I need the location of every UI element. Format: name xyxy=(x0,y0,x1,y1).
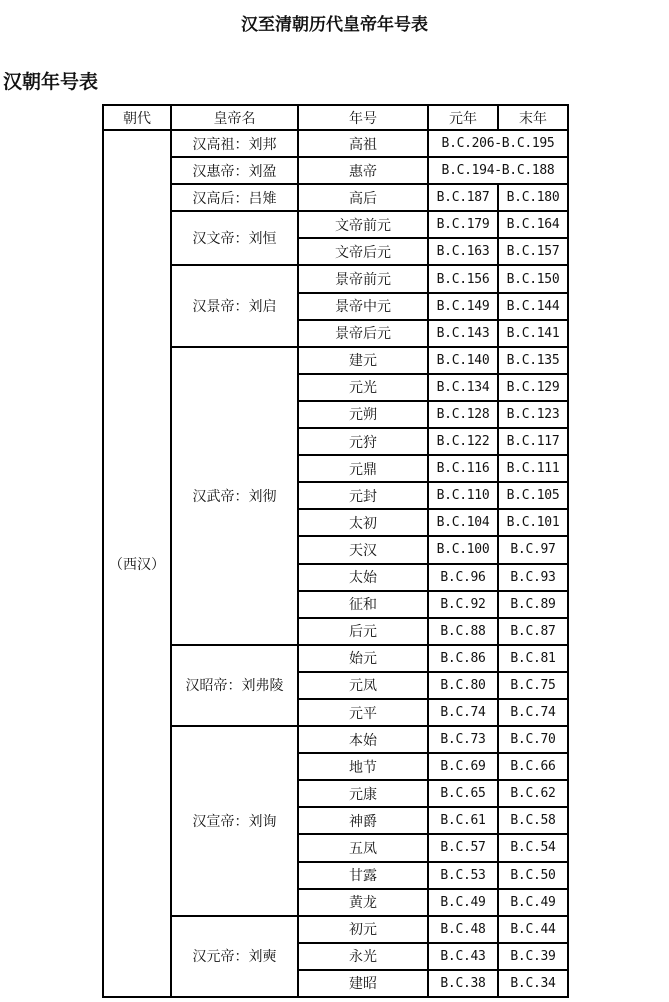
end-year-cell: B.C.58 xyxy=(498,807,568,834)
era-name-cell: 文帝后元 xyxy=(298,238,428,265)
end-year-cell: B.C.66 xyxy=(498,753,568,780)
end-year-cell: B.C.75 xyxy=(498,672,568,699)
start-year-cell: B.C.116 xyxy=(428,455,498,482)
start-year-cell: B.C.104 xyxy=(428,509,498,536)
end-year-cell: B.C.129 xyxy=(498,374,568,401)
end-year-cell: B.C.141 xyxy=(498,320,568,347)
header-start-year: 元年 xyxy=(428,105,498,130)
era-name-cell: 初元 xyxy=(298,916,428,943)
start-year-cell: B.C.128 xyxy=(428,401,498,428)
start-year-cell: B.C.100 xyxy=(428,536,498,563)
era-name-cell: 元鼎 xyxy=(298,455,428,482)
era-name-cell: 后元 xyxy=(298,618,428,645)
era-name-cell: 永光 xyxy=(298,943,428,970)
start-year-cell: B.C.163 xyxy=(428,238,498,265)
start-year-cell: B.C.179 xyxy=(428,211,498,238)
start-year-cell: B.C.80 xyxy=(428,672,498,699)
start-year-cell: B.C.140 xyxy=(428,347,498,374)
end-year-cell: B.C.123 xyxy=(498,401,568,428)
table-row xyxy=(103,645,568,672)
era-name-cell: 元狩 xyxy=(298,428,428,455)
emperor-name-cell: 汉惠帝：刘盈 xyxy=(171,157,298,184)
header-end-year: 末年 xyxy=(498,105,568,130)
era-table xyxy=(102,104,569,998)
end-year-cell: B.C.49 xyxy=(498,889,568,916)
end-year-cell: B.C.101 xyxy=(498,509,568,536)
era-name-cell: 黄龙 xyxy=(298,889,428,916)
emperor-name-cell: 汉昭帝：刘弗陵 xyxy=(171,645,298,726)
end-year-cell: B.C.150 xyxy=(498,265,568,292)
start-year-cell: B.C.73 xyxy=(428,726,498,753)
start-year-cell: B.C.57 xyxy=(428,834,498,861)
end-year-cell: B.C.164 xyxy=(498,211,568,238)
end-year-cell: B.C.50 xyxy=(498,862,568,889)
era-name-cell: 太始 xyxy=(298,564,428,591)
start-year-cell: B.C.134 xyxy=(428,374,498,401)
emperor-name-cell: 汉武帝：刘彻 xyxy=(171,347,298,645)
start-year-cell: B.C.110 xyxy=(428,482,498,509)
header-emperor: 皇帝名 xyxy=(171,105,298,130)
end-year-cell: B.C.62 xyxy=(498,780,568,807)
end-year-cell: B.C.117 xyxy=(498,428,568,455)
era-name-cell: 神爵 xyxy=(298,807,428,834)
start-year-cell: B.C.48 xyxy=(428,916,498,943)
start-year-cell: B.C.38 xyxy=(428,970,498,997)
era-name-cell: 元朔 xyxy=(298,401,428,428)
era-name-cell: 景帝后元 xyxy=(298,320,428,347)
era-name-cell: 高祖 xyxy=(298,130,428,157)
start-year-cell: B.C.187 xyxy=(428,184,498,211)
emperor-name-cell: 汉文帝：刘恒 xyxy=(171,211,298,265)
end-year-cell: B.C.87 xyxy=(498,618,568,645)
era-name-cell: 景帝中元 xyxy=(298,293,428,320)
start-year-cell: B.C.86 xyxy=(428,645,498,672)
table-row xyxy=(103,347,568,374)
start-year-cell: B.C.69 xyxy=(428,753,498,780)
document-title: 汉至清朝历代皇帝年号表 xyxy=(241,15,428,35)
section-heading: 汉朝年号表 xyxy=(3,71,99,93)
emperor-name-cell: 汉宣帝：刘询 xyxy=(171,726,298,916)
table-row xyxy=(103,211,568,238)
end-year-cell: B.C.105 xyxy=(498,482,568,509)
table-header-row xyxy=(103,105,568,130)
start-year-cell: B.C.65 xyxy=(428,780,498,807)
table-row xyxy=(103,130,568,157)
year-range-cell: B.C.194-B.C.188 xyxy=(428,157,568,184)
era-name-cell: 文帝前元 xyxy=(298,211,428,238)
start-year-cell: B.C.92 xyxy=(428,591,498,618)
end-year-cell: B.C.44 xyxy=(498,916,568,943)
end-year-cell: B.C.111 xyxy=(498,455,568,482)
era-name-cell: 太初 xyxy=(298,509,428,536)
era-name-cell: 高后 xyxy=(298,184,428,211)
era-name-cell: 始元 xyxy=(298,645,428,672)
era-name-cell: 地节 xyxy=(298,753,428,780)
end-year-cell: B.C.157 xyxy=(498,238,568,265)
start-year-cell: B.C.88 xyxy=(428,618,498,645)
end-year-cell: B.C.135 xyxy=(498,347,568,374)
start-year-cell: B.C.74 xyxy=(428,699,498,726)
era-name-cell: 景帝前元 xyxy=(298,265,428,292)
end-year-cell: B.C.93 xyxy=(498,564,568,591)
start-year-cell: B.C.96 xyxy=(428,564,498,591)
table-row xyxy=(103,726,568,753)
end-year-cell: B.C.97 xyxy=(498,536,568,563)
era-name-cell: 本始 xyxy=(298,726,428,753)
end-year-cell: B.C.74 xyxy=(498,699,568,726)
emperor-name-cell: 汉高祖：刘邦 xyxy=(171,130,298,157)
era-name-cell: 建元 xyxy=(298,347,428,374)
start-year-cell: B.C.53 xyxy=(428,862,498,889)
era-name-cell: 元凤 xyxy=(298,672,428,699)
era-name-cell: 元平 xyxy=(298,699,428,726)
start-year-cell: B.C.156 xyxy=(428,265,498,292)
end-year-cell: B.C.144 xyxy=(498,293,568,320)
emperor-name-cell: 汉元帝：刘奭 xyxy=(171,916,298,997)
era-name-cell: 建昭 xyxy=(298,970,428,997)
era-name-cell: 五凤 xyxy=(298,834,428,861)
table-row xyxy=(103,184,568,211)
start-year-cell: B.C.122 xyxy=(428,428,498,455)
dynasty-cell: （西汉） xyxy=(103,130,171,997)
header-era: 年号 xyxy=(298,105,428,130)
end-year-cell: B.C.180 xyxy=(498,184,568,211)
end-year-cell: B.C.81 xyxy=(498,645,568,672)
era-name-cell: 元封 xyxy=(298,482,428,509)
emperor-name-cell: 汉景帝：刘启 xyxy=(171,265,298,346)
header-dynasty: 朝代 xyxy=(103,105,171,130)
end-year-cell: B.C.34 xyxy=(498,970,568,997)
start-year-cell: B.C.61 xyxy=(428,807,498,834)
table-row xyxy=(103,265,568,292)
end-year-cell: B.C.39 xyxy=(498,943,568,970)
era-name-cell: 天汉 xyxy=(298,536,428,563)
era-name-cell: 征和 xyxy=(298,591,428,618)
start-year-cell: B.C.143 xyxy=(428,320,498,347)
year-range-cell: B.C.206-B.C.195 xyxy=(428,130,568,157)
table-row xyxy=(103,157,568,184)
start-year-cell: B.C.43 xyxy=(428,943,498,970)
start-year-cell: B.C.149 xyxy=(428,293,498,320)
era-name-cell: 元康 xyxy=(298,780,428,807)
emperor-name-cell: 汉高后：吕雉 xyxy=(171,184,298,211)
era-name-cell: 元光 xyxy=(298,374,428,401)
start-year-cell: B.C.49 xyxy=(428,889,498,916)
end-year-cell: B.C.54 xyxy=(498,834,568,861)
end-year-cell: B.C.70 xyxy=(498,726,568,753)
era-name-cell: 甘露 xyxy=(298,862,428,889)
table-row xyxy=(103,916,568,943)
end-year-cell: B.C.89 xyxy=(498,591,568,618)
era-name-cell: 惠帝 xyxy=(298,157,428,184)
